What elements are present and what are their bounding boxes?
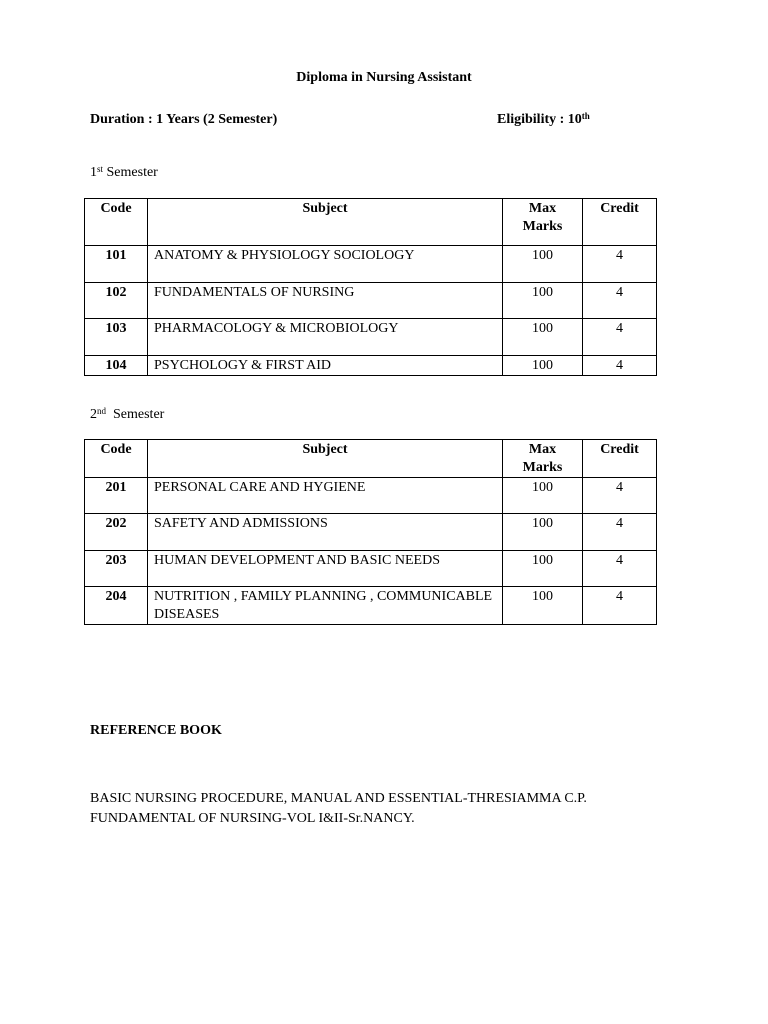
document-title: Diploma in Nursing Assistant — [296, 70, 472, 85]
code-cell: 201 — [85, 478, 148, 514]
table-header-row — [85, 199, 657, 246]
credit-cell: 4 — [583, 478, 657, 514]
subject-cell: HUMAN DEVELOPMENT AND BASIC NEEDS — [148, 551, 503, 587]
table-row — [85, 246, 657, 283]
max-marks-cell: 100 — [503, 514, 583, 551]
semester-1-sup: st — [97, 164, 104, 174]
semester-2-table — [84, 439, 657, 625]
reference-line-2: FUNDAMENTAL OF NURSING-VOL I&II-Sr.NANCY. — [90, 811, 415, 826]
credit-cell: 4 — [583, 356, 657, 376]
max-marks-cell: 100 — [503, 319, 583, 356]
table-header-row — [85, 440, 657, 478]
code-cell: 103 — [85, 319, 148, 356]
table-row — [85, 283, 657, 319]
subject-cell: FUNDAMENTALS OF NURSING — [148, 283, 503, 319]
credit-cell: 4 — [583, 319, 657, 356]
semester-2-label: Semester — [106, 407, 165, 422]
eligibility-text — [497, 112, 590, 128]
column-header-code: Code — [85, 199, 148, 246]
subject-cell: PERSONAL CARE AND HYGIENE — [148, 478, 503, 514]
semester-2-sup: nd — [97, 406, 106, 416]
credit-cell: 4 — [583, 587, 657, 625]
code-cell: 104 — [85, 356, 148, 376]
code-cell: 101 — [85, 246, 148, 283]
subject-cell: NUTRITION , FAMILY PLANNING , COMMUNICABLE DISEASES — [148, 587, 503, 625]
credit-cell: 4 — [583, 283, 657, 319]
max-marks-cell: 100 — [503, 551, 583, 587]
semester-2-number: 2 — [90, 407, 97, 422]
max-marks-cell: 100 — [503, 246, 583, 283]
code-cell: 203 — [85, 551, 148, 587]
semester-1-heading — [90, 165, 158, 181]
subject-cell: ANATOMY & PHYSIOLOGY SOCIOLOGY — [148, 246, 503, 283]
code-cell: 102 — [85, 283, 148, 319]
subject-cell: PSYCHOLOGY & FIRST AID — [148, 356, 503, 376]
column-header-subject: Subject — [148, 440, 503, 478]
duration-text: Duration : 1 Years (2 Semester) — [90, 112, 278, 127]
subject-cell: SAFETY AND ADMISSIONS — [148, 514, 503, 551]
reference-heading: REFERENCE BOOK — [90, 723, 222, 738]
max-marks-cell: 100 — [503, 587, 583, 625]
subject-cell: PHARMACOLOGY & MICROBIOLOGY — [148, 319, 503, 356]
semester-1-table — [84, 198, 657, 376]
table-row — [85, 551, 657, 587]
credit-cell: 4 — [583, 246, 657, 283]
credit-cell: 4 — [583, 514, 657, 551]
reference-line-1: BASIC NURSING PROCEDURE, MANUAL AND ESSENTIAL-THRESIAMMA C.P. — [90, 791, 587, 806]
column-header-code: Code — [85, 440, 148, 478]
column-header-max-marks: Max Marks — [503, 440, 583, 478]
column-header-max-marks: Max Marks — [503, 199, 583, 246]
max-marks-cell: 100 — [503, 478, 583, 514]
credit-cell: 4 — [583, 551, 657, 587]
semester-1-label: Semester — [103, 165, 158, 180]
table-row — [85, 587, 657, 625]
table-row — [85, 356, 657, 376]
max-marks-cell: 100 — [503, 283, 583, 319]
max-marks-cell: 100 — [503, 356, 583, 376]
table-row — [85, 478, 657, 514]
table-row — [85, 514, 657, 551]
semester-1-number: 1 — [90, 165, 97, 180]
column-header-credit: Credit — [583, 199, 657, 246]
semester-2-heading — [90, 407, 164, 423]
column-header-credit: Credit — [583, 440, 657, 478]
code-cell: 204 — [85, 587, 148, 625]
column-header-subject: Subject — [148, 199, 503, 246]
eligibility-label: Eligibility : 10 — [497, 112, 582, 127]
table-row — [85, 319, 657, 356]
eligibility-sup: th — [581, 111, 590, 121]
code-cell: 202 — [85, 514, 148, 551]
